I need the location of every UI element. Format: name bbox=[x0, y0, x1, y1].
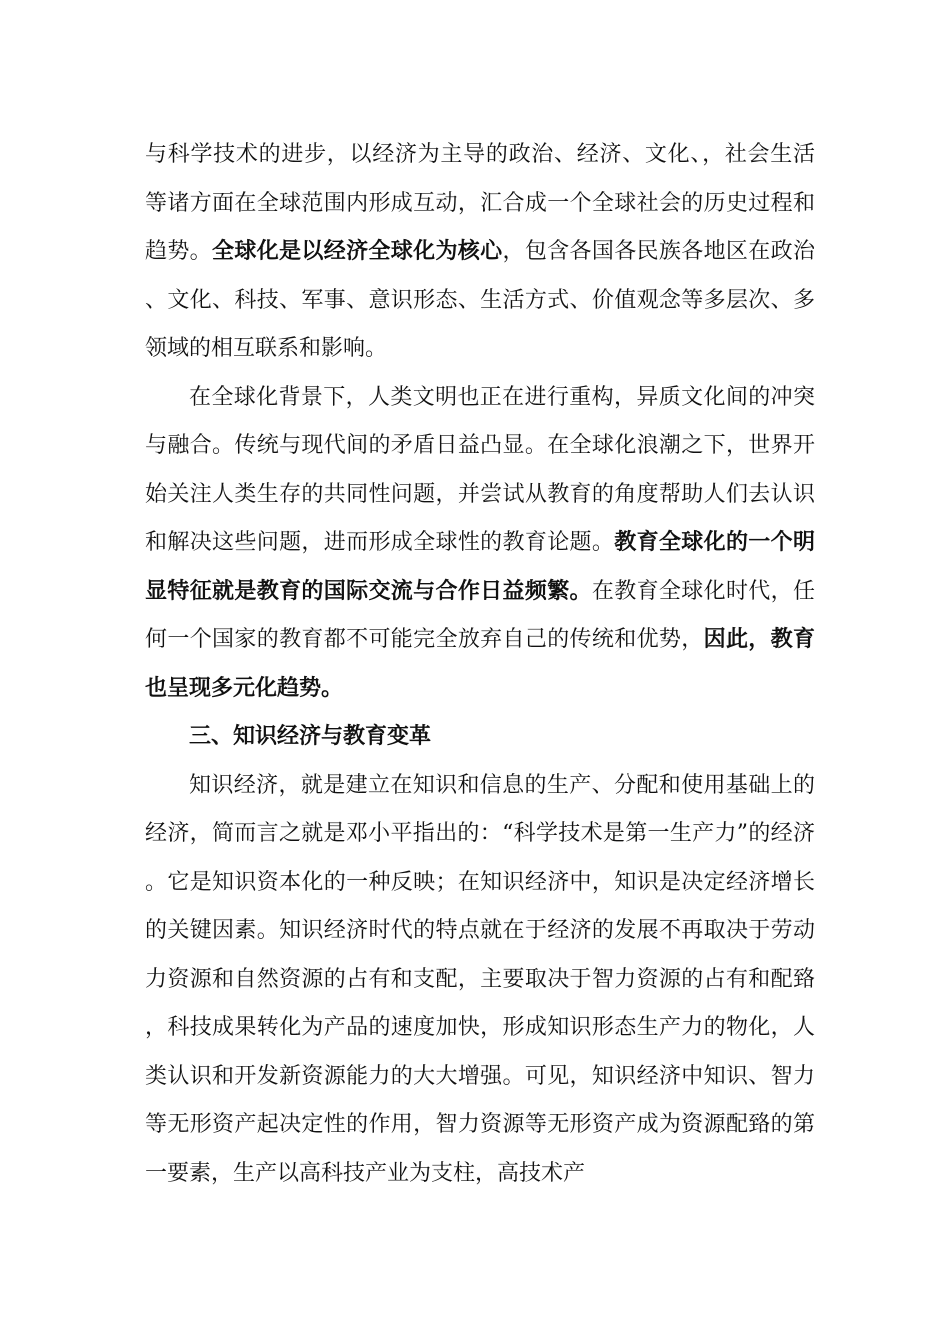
paragraph-text: 与科学技术的进步，以经济为主导的政治、经济、文化、，社会生活等诸方面在全球范围内形成互动，汇合成一个全球社会的历史过程和趋势。 bbox=[145, 142, 815, 264]
paragraph-knowledge-economy bbox=[145, 762, 815, 1199]
bold-emphasis: 全球化是以经济全球化为核心 bbox=[212, 239, 503, 264]
paragraph-globalization-definition bbox=[145, 131, 815, 374]
bold-emphasis: 教育全球化的一个明显特征就是教育的国际交流与合作日益频繁。 bbox=[145, 530, 815, 604]
paragraph-text: 知识经济，就是建立在知识和信息的生产、分配和使用基础上的经济，简而言之就是邓小平指出的：“科学技术是第一生产力”的经济。它是知识资本化的一种反映；在知识经济中，知识是决定经济增长的关键因素。知识经济时代的特点就在于经济的发展不再取决于劳动力资源和自然资源的占有和支配，主要取决于智力资源的占有和配臵，科技成果转化为产品的速度加快，形成知识形态生产力的物化，人类认识和开发新资源能力的大大增强。可见，知识经济中知识、智力等无形资产起决定性的作用，智力资源等无形资产成为资源配臵的第一要素，生产以高科技产业为支柱，高技术产 bbox=[145, 772, 815, 1186]
section-heading: 三、知识经济与教育变革 bbox=[189, 724, 432, 749]
body-text bbox=[145, 131, 815, 1198]
paragraph-text: 在教育全球化时代，任何一个国家的教育都不可能完全放弃自己的传统和优势， bbox=[145, 578, 815, 652]
bold-emphasis: 因此，教育也呈现多元化趋势。 bbox=[145, 627, 815, 701]
paragraph-text: ，包含各国各民族各地区在政治、文化、科技、军事、意识形态、生活方式、价值观念等多层次、多领域的相互联系和影响。 bbox=[145, 239, 815, 361]
paragraph-education-globalization bbox=[145, 374, 815, 714]
paragraph-text: 在全球化背景下，人类文明也正在进行重构，异质文化间的冲突与融合。传统与现代间的矛盾日益凸显。在全球化浪潮之下，世界开始关注人类生存的共同性问题，并尝试从教育的角度帮助人们去认识和解决这些问题，进而形成全球性的教育论题。 bbox=[145, 384, 815, 555]
